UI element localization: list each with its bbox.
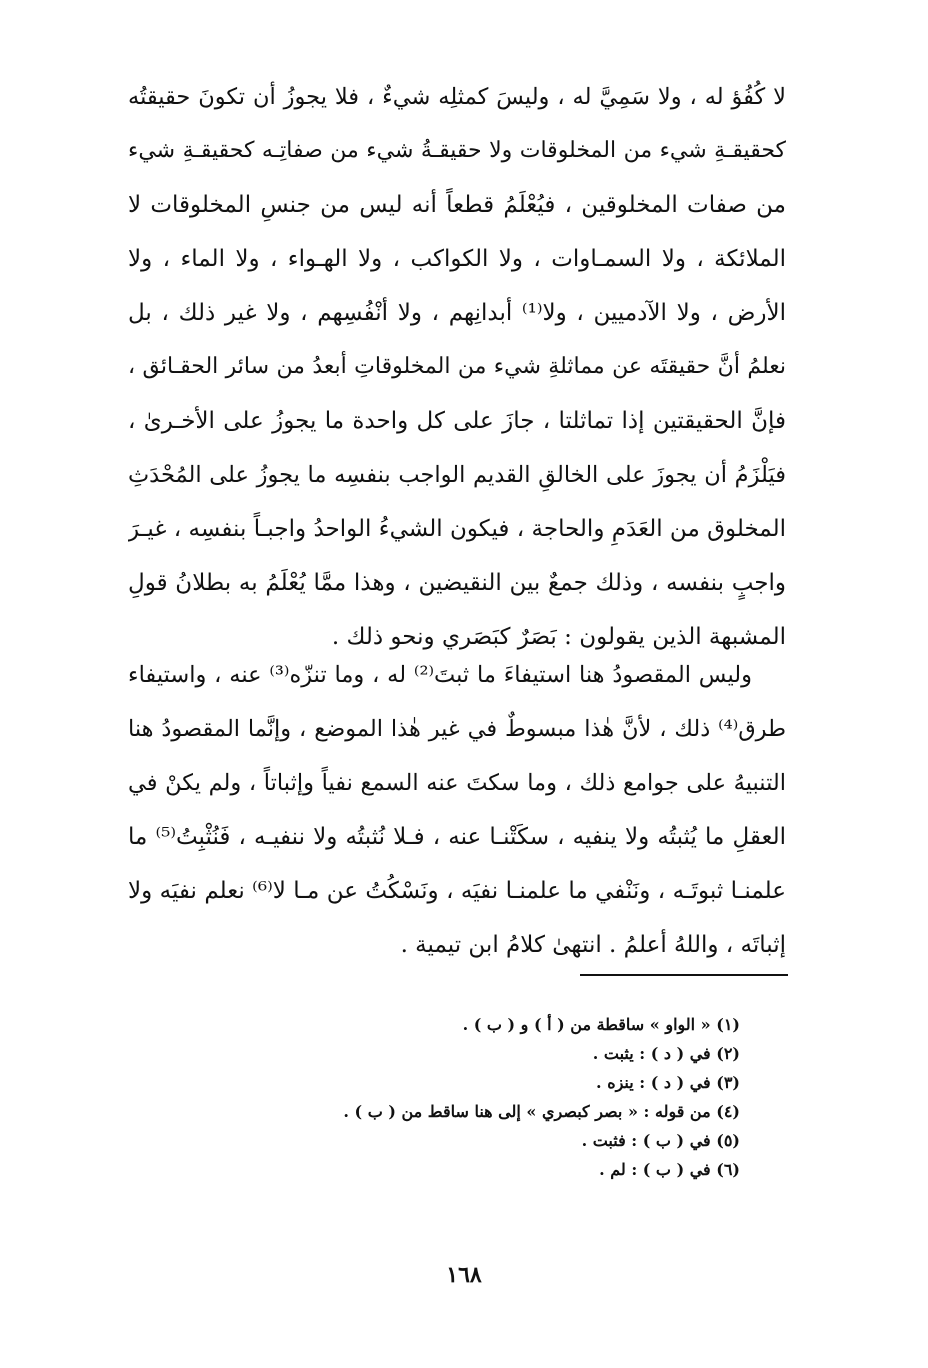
text-line: فيَلْزَمُ أن يجوزَ على الخالقِ القديم الواجب بنفسِه ما يجوزُ على المُحْدَثِ [128, 462, 786, 488]
text-line: لا كُفُؤ له ، ولا سَمِيَّ له ، وليسَ كمثلِه شيءٌ ، فلا يجوزُ أن تكونَ حقيقتُه [128, 84, 786, 110]
main-paragraph-2 [128, 648, 786, 972]
text-line: المشبهة الذين يقولون : بَصَرٌ كبَصَري ونحو ذلك . [331, 624, 786, 650]
main-paragraph-1 [128, 70, 786, 664]
footnote-5: (٥) في ( ب ) : فثبت . [581, 1131, 740, 1150]
text-line: التنبيهُ على جوامع ذلك ، وما سكتَ عنه السمع نفياً وإثباتاً ، ولم يكنْ في [128, 770, 786, 796]
text-line: وليس المقصودُ هنا استيفاءَ ما ثبتَ⁽²⁾ له ، وما تنزّه⁽³⁾ عنه ، واستيفاء [128, 662, 753, 688]
text-line: إثباتَه ، واللهُ أعلمُ . انتهىٰ كلامُ ابن تيمية . [400, 932, 786, 958]
footnotes [300, 1010, 740, 1184]
text-line: واجبٍ بنفسه ، وذلك جمعٌ بين النقيضين ، وهذا ممَّا يُعْلَمُ به بطلانُ قولِ [128, 570, 786, 596]
text-line: نعلمُ أنَّ حقيقتَه عن مماثلةِ شيء من المخلوقاتِ أبعدُ من سائر الحقـائق ، [128, 354, 786, 379]
text-line: من صفات المخلوقين ، فيُعْلَمُ قطعاً أنه ليس من جنسِ المخلوقات لا [128, 192, 786, 218]
footnote-1: (١) « الواو » ساقطة من ( أ ) و ( ب ) . [462, 1015, 740, 1034]
text-line: العقلِ ما يُثبتُه ولا ينفيه ، سكَتْنـا عنه ، فـلا نُثبتُه ولا ننفيـه ، فَنُثْبِتُ⁽⁵⁾ ما [128, 824, 786, 850]
footnote-separator [580, 974, 788, 976]
text-line: الأرض ، ولا الآدميين ، ولا⁽¹⁾ أبدانِهم ، ولا أنْفُسِهم ، ولا غير ذلك ، بل [128, 300, 786, 326]
footnote-4: (٤) من قوله : « بصر كبصري » إلى هنا ساقط من ( ب ) . [343, 1102, 740, 1121]
text-line: كحقيقـةِ شيء من المخلوقات ولا حقيقـةُ شيء من صفاتِـه كحقيقـةِ شيء [128, 138, 786, 163]
text-line: علمنـا ثبوتَـه ، ونَنْفي ما علمنـا نفيَه ، ونَسْكُتُ عن مـا لا⁽⁶⁾ نعلم نفيَه ولا [128, 878, 786, 904]
footnote-3: (٣) في ( د ) : ينزه . [596, 1073, 740, 1092]
page-number: ١٦٨ [446, 1262, 482, 1288]
text-line: الملائكة ، ولا السمـاوات ، ولا الكواكب ، ولا الهـواء ، ولا الماء ، ولا [128, 246, 786, 272]
footnote-2: (٢) في ( د ) : يثبت . [592, 1044, 740, 1063]
text-line: طرق⁽⁴⁾ ذلك ، لأنَّ هٰذا مبسوطٌ في غير هٰذا الموضع ، وإنَّما المقصودُ هنا [128, 716, 786, 742]
text-line: المخلوق من العَدَمِ والحاجة ، فيكون الشيءُ الواحدُ واجبـاً بنفسِه ، غيـرَ [128, 516, 786, 542]
text-line: فإنَّ الحقيقتين إذا تماثلتا ، جازَ على كل واحدة ما يجوزُ على الأخـرىٰ ، [128, 408, 786, 434]
footnote-6: (٦) في ( ب ) : لم . [599, 1160, 740, 1179]
